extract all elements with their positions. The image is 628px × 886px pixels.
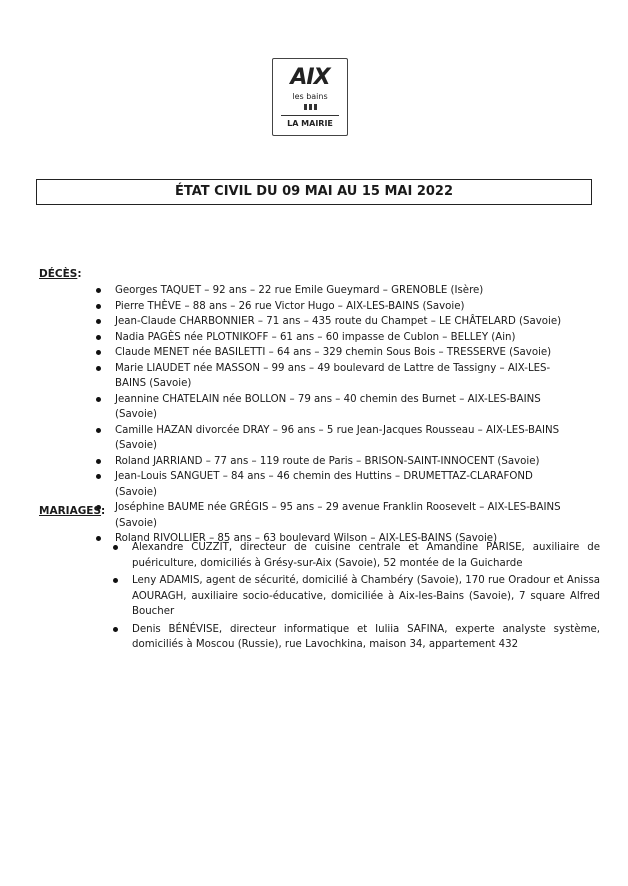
list-item	[96, 392, 566, 423]
deces-heading	[39, 268, 82, 280]
deces-entry: Jean-Claude CHARBONNIER – 71 ans – 435 route du Champet – LE CHÂTELARD (Savoie)	[115, 316, 562, 327]
bullet-icon	[96, 474, 101, 479]
logo-wordmark: AIX	[290, 65, 330, 90]
city-logo	[272, 58, 348, 136]
list-item	[96, 423, 566, 454]
deces-entry: Joséphine BAUME née GRÉGIS – 95 ans – 29 avenue Franklin Roosevelt – AIX-LES-BAINS (Savoie)	[115, 502, 561, 529]
bullet-icon	[113, 545, 118, 550]
list-item	[113, 573, 600, 620]
mariages-list	[113, 540, 600, 655]
mariage-entry: Alexandre CUZZIT, directeur de cuisine centrale et Amandine PARISE, auxiliaire de puériculture, domiciliés à Grésy-sur-Aix (Savoie), 52 montée de la Guicharde	[132, 542, 600, 569]
page-title: ÉTAT CIVIL DU 09 MAI AU 15 MAI 2022	[36, 179, 592, 205]
deces-entry: Jeannine CHATELAIN née BOLLON – 79 ans – 40 chemin des Burnet – AIX-LES-BAINS (Savoie)	[115, 393, 541, 420]
deces-entry: Jean-Louis SANGUET – 84 ans – 46 chemin des Huttins – DRUMETTAZ-CLARAFOND (Savoie)	[115, 471, 533, 498]
logo-subtitle: les bains	[292, 92, 328, 101]
mariage-entry: Leny ADAMIS, agent de sécurité, domicilié à Chambéry (Savoie), 170 rue Oradour et Anissa AOURAGH, auxiliaire socio-éducative, domiciliée à Aix-les-Bains (Savoie), 7 square Alfred Boucher	[132, 575, 600, 617]
logo-divider	[281, 115, 339, 116]
list-item	[96, 283, 566, 299]
list-item	[96, 299, 566, 315]
list-item	[96, 361, 566, 392]
deces-entry: Georges TAQUET – 92 ans – 22 rue Emile Gueymard – GRENOBLE (Isère)	[115, 285, 484, 296]
bullet-icon	[96, 397, 101, 402]
deces-entry: Roland RIVOLLIER – 85 ans – 63 boulevard Wilson – AIX-LES-BAINS (Savoie)	[115, 533, 498, 544]
deces-list	[96, 283, 566, 547]
deces-heading-text: DÉCÈS	[39, 268, 78, 280]
list-item	[113, 622, 600, 653]
list-item	[96, 330, 566, 346]
mariages-heading-text: MARIAGES	[39, 505, 102, 517]
bullet-icon	[96, 288, 101, 293]
list-item	[96, 314, 566, 330]
list-item	[96, 454, 566, 470]
bullet-icon	[96, 459, 101, 464]
bullet-icon	[96, 335, 101, 340]
bullet-icon	[96, 366, 101, 371]
mariage-entry: Denis BÉNÉVISE, directeur informatique et Iuliia SAFINA, experte analyste système, domiciliés à Moscou (Russie), rue Lavochkina, maison 34, appartement 432	[132, 623, 600, 650]
list-item	[96, 345, 566, 361]
bullet-icon	[96, 428, 101, 433]
mariages-heading-suffix: :	[101, 505, 106, 517]
mariages-heading	[39, 505, 105, 517]
deces-entry: Pierre THÈVE – 88 ans – 26 rue Victor Hugo – AIX-LES-BAINS (Savoie)	[115, 300, 465, 312]
logo-caption: LA MAIRIE	[287, 119, 333, 128]
bullet-icon	[96, 350, 101, 355]
bullet-icon	[113, 627, 118, 632]
deces-entry: Camille HAZAN divorcée DRAY – 96 ans – 5 rue Jean-Jacques Rousseau – AIX-LES-BAINS (Savoie)	[115, 424, 560, 451]
deces-entry: Nadia PAGÈS née PLOTNIKOFF – 61 ans – 60 impasse de Cublon – BELLEY (Ain)	[115, 331, 516, 343]
logo-emblem-icon	[304, 104, 318, 110]
deces-entry: Roland JARRIAND – 77 ans – 119 route de Paris – BRISON-SAINT-INNOCENT (Savoie)	[115, 455, 540, 467]
deces-heading-suffix: :	[77, 268, 82, 280]
bullet-icon	[96, 536, 101, 541]
bullet-icon	[96, 319, 101, 324]
list-item	[96, 500, 566, 531]
deces-entry: Claude MENET née BASILETTI – 64 ans – 329 chemin Sous Bois – TRESSERVE (Savoie)	[115, 347, 552, 358]
list-item	[96, 469, 566, 500]
deces-entry: Marie LIAUDET née MASSON – 99 ans – 49 boulevard de Lattre de Tassigny – AIX-LES-BAINS (Savoie)	[115, 362, 551, 389]
bullet-icon	[96, 304, 101, 309]
list-item	[113, 540, 600, 571]
bullet-icon	[113, 578, 118, 583]
